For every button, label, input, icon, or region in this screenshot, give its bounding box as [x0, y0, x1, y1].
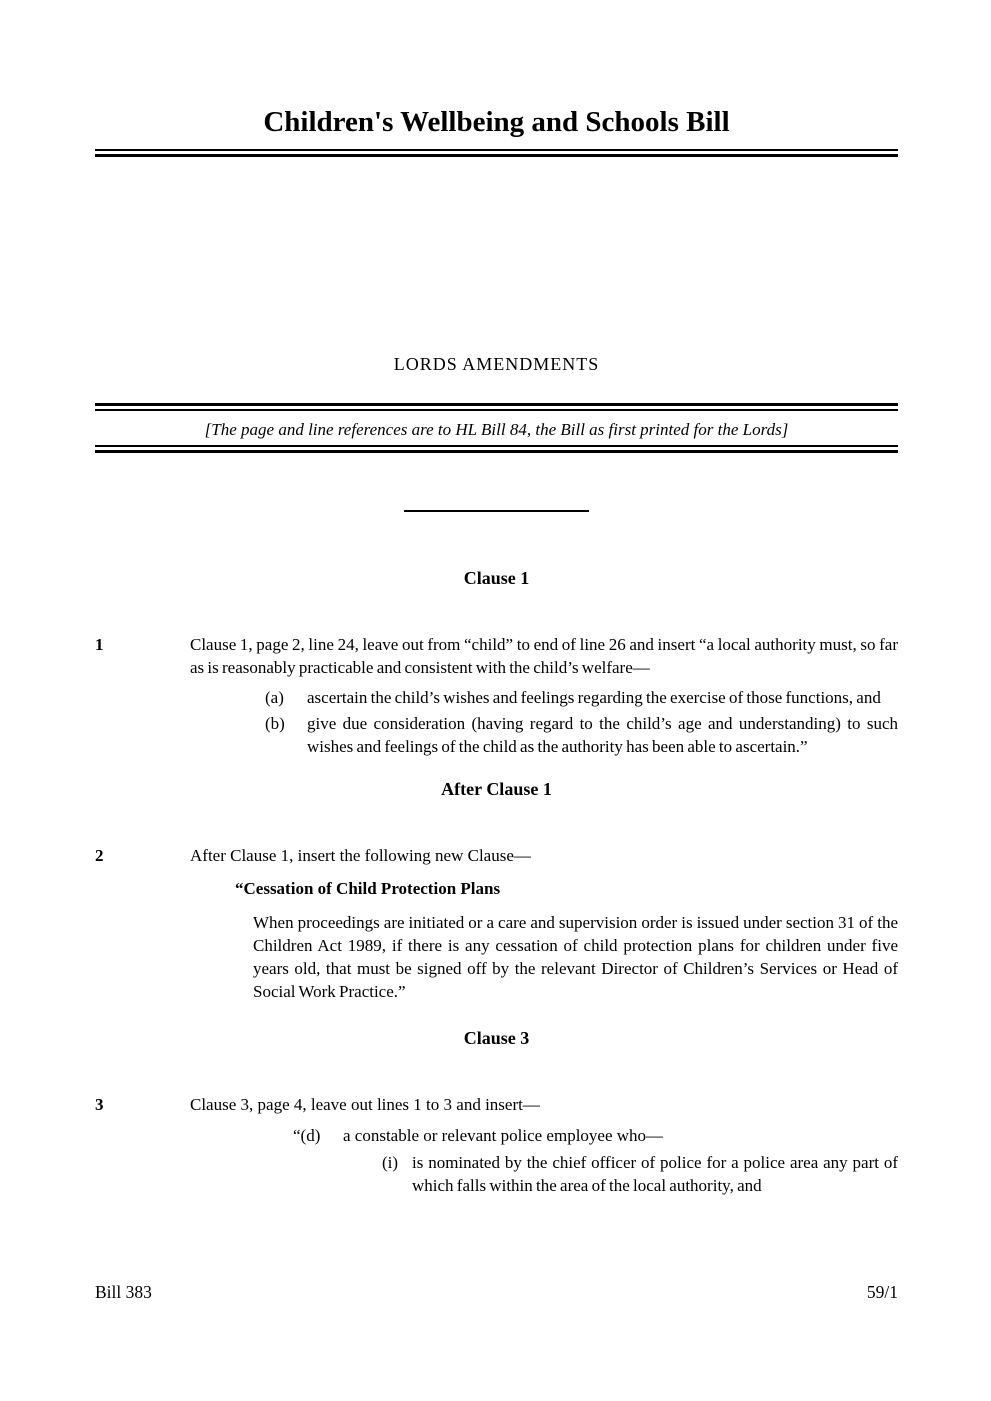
amendment-3-number: 3 — [95, 1095, 104, 1114]
amendment-1-item-b — [265, 712, 898, 758]
clause-1-heading: Clause 1 — [463, 568, 530, 588]
amendment-1-lead: Clause 1, page 2, line 24, leave out from “child” to end of line 26 and insert “a local authority must, so far as is reasonably practicable and consistent with the child’s welfare— — [190, 635, 898, 677]
new-clause-heading: “Cessation of Child Protection Plans — [235, 879, 501, 898]
item-b-text: give due consideration (having regard to the child’s age and understanding) to such wishes and feelings of the child as the authority has been able to ascertain.” — [307, 714, 898, 756]
reference-box-top-rule — [95, 403, 898, 411]
section-divider — [404, 510, 589, 512]
bill-number: Bill 383 — [95, 1282, 152, 1302]
new-clause-body: When proceedings are initiated or a care and supervision order is issued under section 31 of the Children Act 1989, if there is any cessation of child protection plans for children under five years old, that must be signed off by the relevant Director of Children’s Services or Head of Social Work Practice.” — [253, 913, 898, 1001]
item-i-text: is nominated by the chief officer of police for a police area any part of which falls within the area of the local authority, and — [412, 1153, 898, 1195]
amendment-3-lead: Clause 3, page 4, leave out lines 1 to 3 and insert— — [190, 1095, 540, 1114]
item-a-text: ascertain the child’s wishes and feelings regarding the exercise of those functions, and — [307, 688, 881, 707]
item-d-text: a constable or relevant police employee who— — [343, 1126, 664, 1145]
page-footer — [95, 1281, 898, 1304]
title-rule — [95, 149, 898, 157]
amendment-1-number: 1 — [95, 635, 104, 654]
amendment-3 — [95, 1093, 898, 1197]
reference-box-bottom-rule — [95, 445, 898, 453]
item-a-label: (a) — [265, 688, 284, 707]
bill-title: Children's Wellbeing and Schools Bill — [263, 106, 730, 138]
lords-amendments-heading: LORDS AMENDMENTS — [393, 354, 600, 374]
amendment-1 — [95, 633, 898, 758]
reference-box — [95, 403, 898, 453]
amendment-3-item-d — [293, 1124, 898, 1147]
clause-3-heading: Clause 3 — [463, 1028, 530, 1048]
amendment-2-number: 2 — [95, 846, 104, 865]
reference-note: [The page and line references are to HL Bill 84, the Bill as first printed for the Lords] — [204, 420, 789, 439]
item-d-label: “(d) — [293, 1126, 321, 1145]
amendment-2 — [95, 844, 898, 1003]
amendment-3-item-i — [382, 1151, 898, 1197]
amendment-1-item-a — [265, 686, 898, 709]
amendment-2-lead: After Clause 1, insert the following new Clause— — [190, 846, 531, 865]
item-i-label: (i) — [382, 1153, 399, 1172]
item-b-label: (b) — [265, 714, 285, 733]
page-reference: 59/1 — [866, 1282, 898, 1302]
after-clause-1-heading: After Clause 1 — [441, 779, 552, 799]
